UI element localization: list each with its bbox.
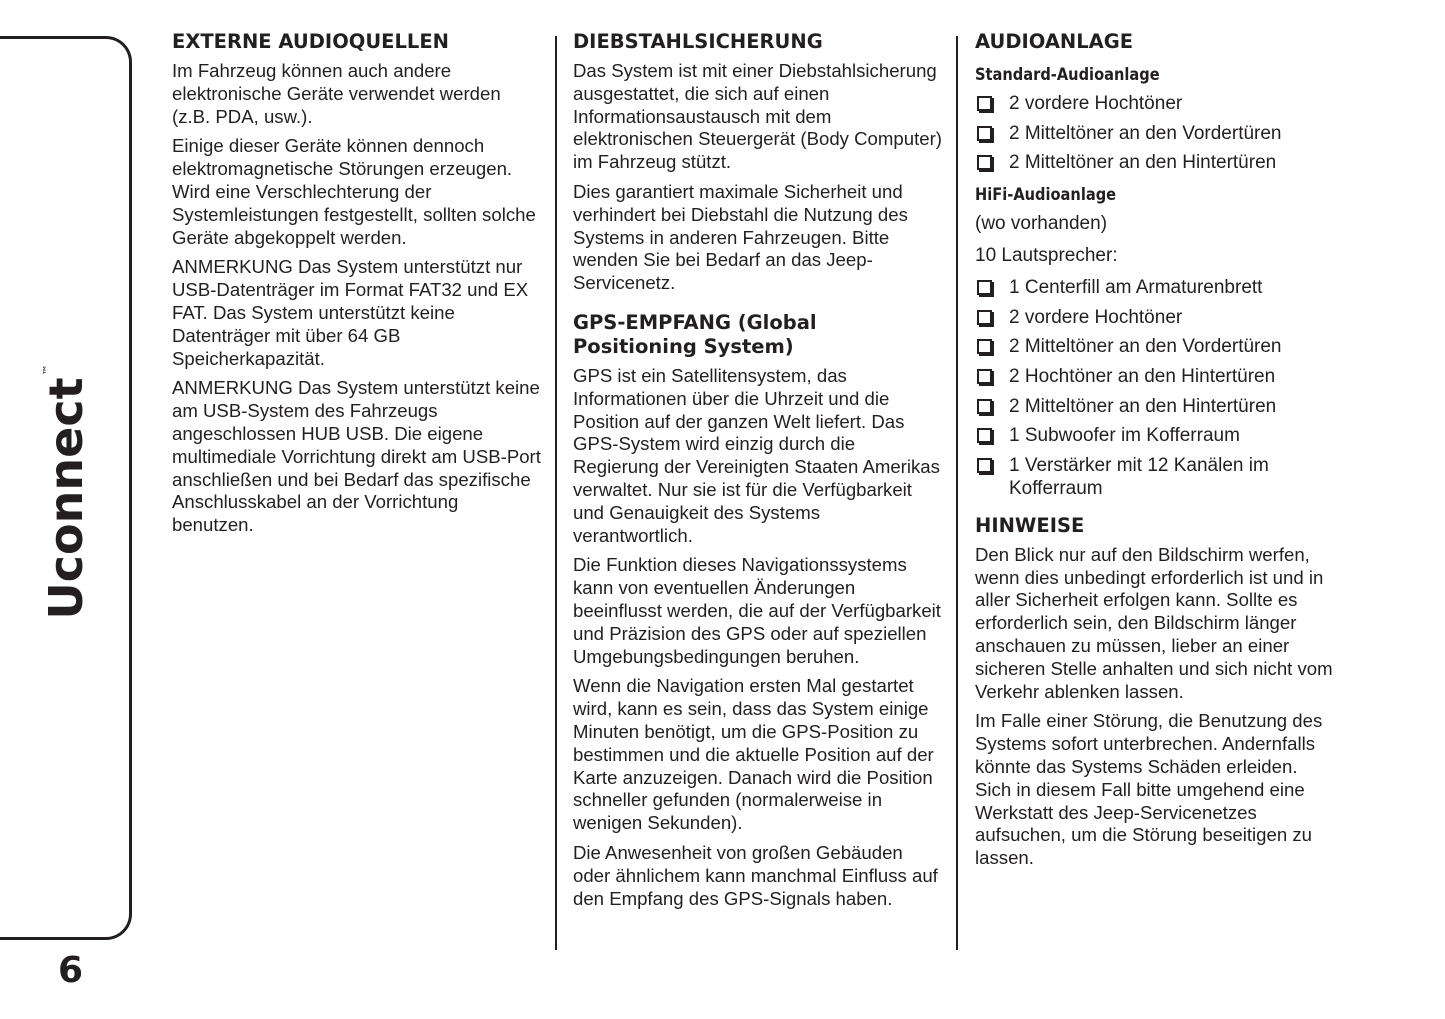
subheading-standard-audio: Standard-Audioanlage — [975, 65, 1160, 85]
checkbox-bullet-icon — [977, 280, 992, 295]
paragraph: Wenn die Navigation ersten Mal gestartet wird, kann es sein, dass das System einige Minuten benötigt, um die GPS-Position zu bestimmen und die aktuelle Position auf der Karte anzuzeigen. Danach wird die Position schneller gefunden (normalerweise in wenigen Sekunden). — [573, 675, 934, 834]
page-number: 6 — [58, 950, 84, 991]
list-item — [975, 276, 1375, 299]
list-item-text: 2 Mitteltöner an den Hintertüren — [1009, 395, 1277, 417]
subheading-hifi-audio: HiFi-Audioanlage — [975, 185, 1117, 206]
heading-gps-line2: Positioning System) — [573, 334, 794, 358]
checkbox-bullet-icon — [977, 96, 992, 111]
column-divider-2 — [956, 36, 958, 950]
list-item-text: 1 Subwoofer im Kofferraum — [1009, 425, 1240, 447]
paragraph: Einige dieser Geräte können dennoch elektromagnetische Störungen erzeugen. Wird eine Verschlechterung der Systemleistungen festgestellt, sollten solche Geräte abgekoppelt werden. — [172, 135, 536, 248]
list-item-text: 2 Mitteltöner an den Vordertüren — [1009, 122, 1282, 144]
list-item-text: 2 Mitteltöner an den Vordertüren — [1009, 336, 1282, 358]
paragraph: ANMERKUNG Das System unterstützt nur USB-Datenträger im Format FAT32 und EX FAT. Das System unterstützt keine Datenträger mit über 64 GB Speicherkapazität. — [172, 256, 529, 369]
checkbox-bullet-icon — [977, 126, 992, 141]
trademark-mark: ™ — [41, 364, 54, 376]
list-item-text: 2 Mitteltöner an den Hintertüren — [1009, 152, 1277, 174]
checkbox-bullet-icon — [977, 369, 992, 384]
heading-audio-system: AUDIOANLAGE — [975, 30, 1134, 53]
paragraph: Die Funktion dieses Navigationssystems kann von eventuellen Änderungen beeinflusst werden, die auf der Verfügbarkeit und Präzision des GPS oder auf speziellen Umgebungsbedingungen beruhen. — [573, 554, 941, 667]
paragraph: Das System ist mit einer Diebstahlsicherung ausgestattet, die sich auf einen Informationsaustausch mit dem elektronischen Steuergerät (Body Computer) im Fahrzeug stützt. — [573, 60, 942, 173]
heading-notes: HINWEISE — [975, 513, 1085, 537]
paragraph: Im Fahrzeug können auch andere elektronische Geräte verwendet werden (z.B. PDA, usw.). — [172, 60, 501, 127]
heading-external-audio: EXTERNE AUDIOQUELLEN — [172, 30, 449, 53]
standard-speaker-list — [975, 92, 1375, 174]
paragraph: Dies garantiert maximale Sicherheit und verhindert bei Diebstahl die Nutzung des Systems in anderen Fahrzeugen. Bitte wenden Sie bei Bedarf an das Jeep-Servicenetz. — [573, 180, 908, 294]
list-item — [975, 454, 1375, 500]
chapter-label-text: Uconnect — [39, 377, 93, 620]
paragraph: Den Blick nur auf den Bildschirm werfen, wenn dies unbedingt erforderlich ist und in aller Sicherheit erfolgen kann. Sollte es erforderlich sein, den Bildschirm länger anschauen zu müssen, lieber an einer sicheren Stelle anhalten und sich nicht vom Verkehr ablenken lassen. — [975, 543, 1333, 702]
paragraph: Die Anwesenheit von großen Gebäuden oder ähnlichem kann manchmal Einfluss auf den Empfang des GPS-Signals haben. — [573, 841, 938, 909]
hifi-speaker-list — [975, 276, 1375, 500]
chapter-label — [39, 364, 93, 619]
checkbox-bullet-icon — [977, 399, 992, 414]
checkbox-bullet-icon — [977, 310, 992, 325]
column-external-audio — [172, 30, 542, 544]
paragraph: Im Falle einer Störung, die Benutzung des Systems sofort unterbrechen. Andernfalls könnte das Systems Schäden erleiden. — [975, 710, 1323, 777]
hifi-note: (wo vorhanden) — [975, 213, 1108, 235]
list-item-text: 1 Verstärker mit 12 Kanälen im Kofferraum — [1009, 454, 1269, 499]
checkbox-bullet-icon — [977, 428, 992, 443]
list-item-text: 2 Hochtöner an den Hintertüren — [1009, 365, 1276, 387]
list-item — [975, 335, 1375, 358]
speakers-label: 10 Lautsprecher: — [975, 245, 1118, 267]
list-item — [975, 424, 1375, 447]
column-divider-1 — [555, 36, 557, 950]
list-item — [975, 151, 1375, 174]
paragraph: GPS ist ein Satellitensystem, das Informationen über die Uhrzeit und die Position auf der ganzen Welt liefert. Das GPS-System wird einzig durch die Regierung der Vereinigten Staaten Amerikas verwaltet. Nur sie ist für die Verfügbarkeit und Genauigkeit des Systems verantwortlich. — [573, 364, 940, 546]
list-item-text: 1 Centerfill am Armaturenbrett — [1009, 277, 1263, 299]
list-item-text: 2 vordere Hochtöner — [1009, 93, 1183, 114]
list-item-text: 2 vordere Hochtöner — [1009, 306, 1183, 328]
heading-gps-line1: GPS-EMPFANG (Global — [573, 310, 817, 334]
paragraph: ANMERKUNG Das System unterstützt keine am USB-System des Fahrzeugs angeschlossen HUB USB. Die eigene multimediale Vorrichtung direkt am USB-Port anschließen und bei Bedarf das spezifische Anschlusskabel an der Vorrichtung benutzen. — [172, 377, 541, 536]
column-antitheft-gps — [573, 30, 945, 917]
checkbox-bullet-icon — [977, 155, 992, 170]
heading-antitheft: DIEBSTAHLSICHERUNG — [573, 30, 823, 53]
heading-gps — [573, 311, 945, 359]
paragraph: Sich in diesem Fall bitte umgehend eine Werkstatt des Jeep-Servicenetzes aufsuchen, um die Störung beseitigen zu lassen. — [975, 778, 1312, 869]
column-audio-system — [975, 30, 1375, 877]
list-item — [975, 395, 1375, 418]
list-item — [975, 306, 1375, 329]
list-item — [975, 92, 1375, 115]
checkbox-bullet-icon — [977, 339, 992, 354]
list-item — [975, 365, 1375, 388]
checkbox-bullet-icon — [977, 458, 992, 473]
list-item — [975, 122, 1375, 145]
